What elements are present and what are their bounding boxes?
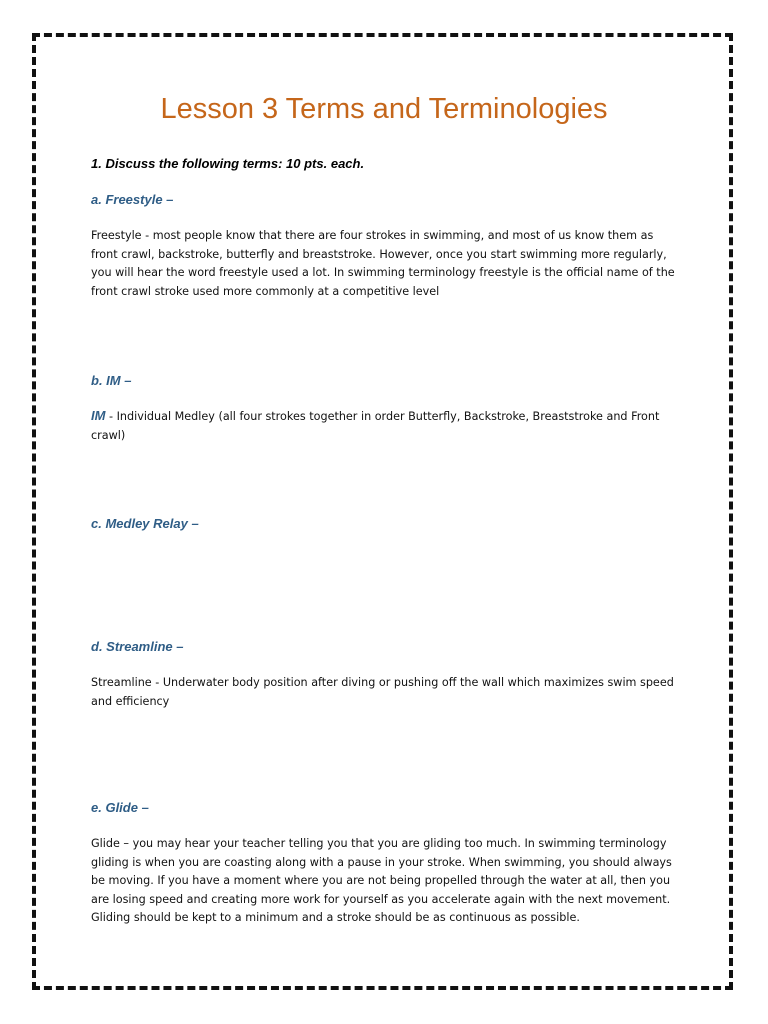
question-prompt: 1. Discuss the following terms: 10 pts. each. [91, 156, 365, 171]
term-heading-freestyle: a. Freestyle – [91, 192, 174, 207]
term-heading-streamline: d. Streamline – [91, 639, 184, 654]
im-definition-text: - Individual Medley (all four strokes together in order Butterfly, Backstroke, Breaststroke and Front crawl) [91, 410, 660, 442]
term-body-freestyle: Freestyle - most people know that there are four strokes in swimming, and most of us know them as front crawl, backstroke, butterfly and breaststroke. However, once you start swimming more regularly, you will hear the word freestyle used a lot. In swimming terminology freestyle is the official name of the front crawl stroke used more commonly at a competitive level [91, 229, 675, 298]
term-body-glide: Glide – you may hear your teacher telling you that you are gliding too much. In swimming terminology gliding is when you are coasting along with a pause in your stroke. When swimming, you should always be moving. If you have a moment where you are not being propelled through the water at all, then you are losing speed and creating more work for yourself as you accelerate again with the next movement. Gliding should be kept to a minimum and a stroke should be as continuous as possible. [91, 837, 672, 924]
term-heading-im: b. IM – [91, 373, 132, 388]
im-term-label: IM [91, 408, 106, 423]
term-body-streamline: Streamline - Underwater body position after diving or pushing off the wall which maximizes swim speed and efficiency [91, 676, 674, 708]
term-body-im [91, 407, 681, 445]
term-heading-medley-relay: c. Medley Relay – [91, 516, 199, 531]
page-title: Lesson 3 Terms and Terminologies [160, 93, 608, 125]
term-heading-glide: e. Glide – [91, 800, 149, 815]
